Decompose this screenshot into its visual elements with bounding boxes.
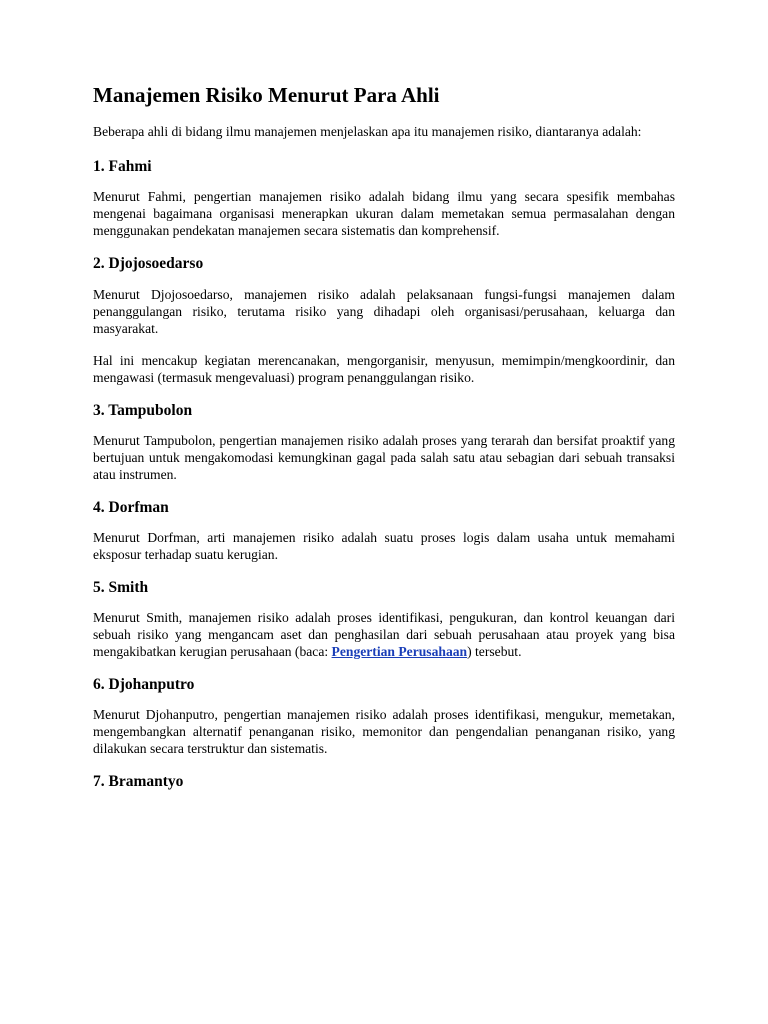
section-heading-djohanputro: 6. Djohanputro [93, 676, 195, 693]
paragraph-djohanputro: Menurut Djohanputro, pengertian manajemen risiko adalah proses identifikasi, mengukur, memetakan, mengembangkan alternatif penanganan risiko, memonitor dan pengendalian penanganan risiko, yang dilakukan secara terstruktur dan sistematis. [93, 707, 675, 757]
intro-paragraph: Beberapa ahli di bidang ilmu manajemen menjelaskan apa itu manajemen risiko, diantaranya adalah: [93, 124, 642, 140]
paragraph-dorfman: Menurut Dorfman, arti manajemen risiko adalah suatu proses logis dalam usaha untuk memahami eksposur terhadap suatu kerugian. [93, 529, 675, 562]
pengertian-perusahaan-link[interactable]: Pengertian Perusahaan [331, 644, 468, 659]
section-heading-smith: 5. Smith [93, 578, 149, 596]
section-heading-fahmi: 1. Fahmi [93, 158, 152, 176]
paragraph-djojosoedarso-1: Menurut Djojosoedarso, manajemen risiko adalah pelaksanaan fungsi-fungsi manajemen dalam penanggulangan risiko, terutama risiko yang dihadapi oleh organisasi/perusahaan, keluarga dan masyarakat. [93, 286, 675, 336]
section-heading-dorfman: 4. Dorfman [93, 498, 169, 516]
paragraph-smith-tail: ) tersebut. [467, 644, 522, 659]
page-title: Manajemen Risiko Menurut Para Ahli [93, 83, 440, 107]
document-page [93, 82, 675, 803]
paragraph-smith [93, 609, 675, 660]
section-heading-tampubolon: 3. Tampubolon [93, 401, 193, 419]
paragraph-djojosoedarso-2: Hal ini mencakup kegiatan merencanakan, mengorganisir, menyusun, memimpin/mengkoordinir, dan mengawasi (termasuk mengevaluasi) program penanggulangan risiko. [93, 352, 675, 385]
section-heading-bramantyo: 7. Bramantyo [93, 773, 184, 791]
paragraph-fahmi: Menurut Fahmi, pengertian manajemen risiko adalah bidang ilmu yang secara spesifik membahas mengenai bagaimana organisasi menerapkan ukuran dalam memetakan semua permasalahan dengan menggunakan pendekatan manajemen secara sistematis dan komprehensif. [93, 189, 675, 239]
paragraph-tampubolon: Menurut Tampubolon, pengertian manajemen risiko adalah proses yang terarah dan bersifat proaktif yang bertujuan untuk mengakomodasi kemungkinan gagal pada salah satu atau sebagian dari sebuah transaksi atau instrumen. [93, 432, 675, 482]
section-heading-djojosoedarso: 2. Djojosoedarso [93, 255, 204, 273]
paragraph-smith-text: Menurut Smith, manajemen risiko adalah proses identifikasi, pengukuran, dan kontrol keuangan dari sebuah risiko yang mengancam aset dan penghasilan dari sebuah perusahaan atau proyek yang bisa mengakibatkan kerugian perusahaan (baca: [93, 610, 675, 659]
